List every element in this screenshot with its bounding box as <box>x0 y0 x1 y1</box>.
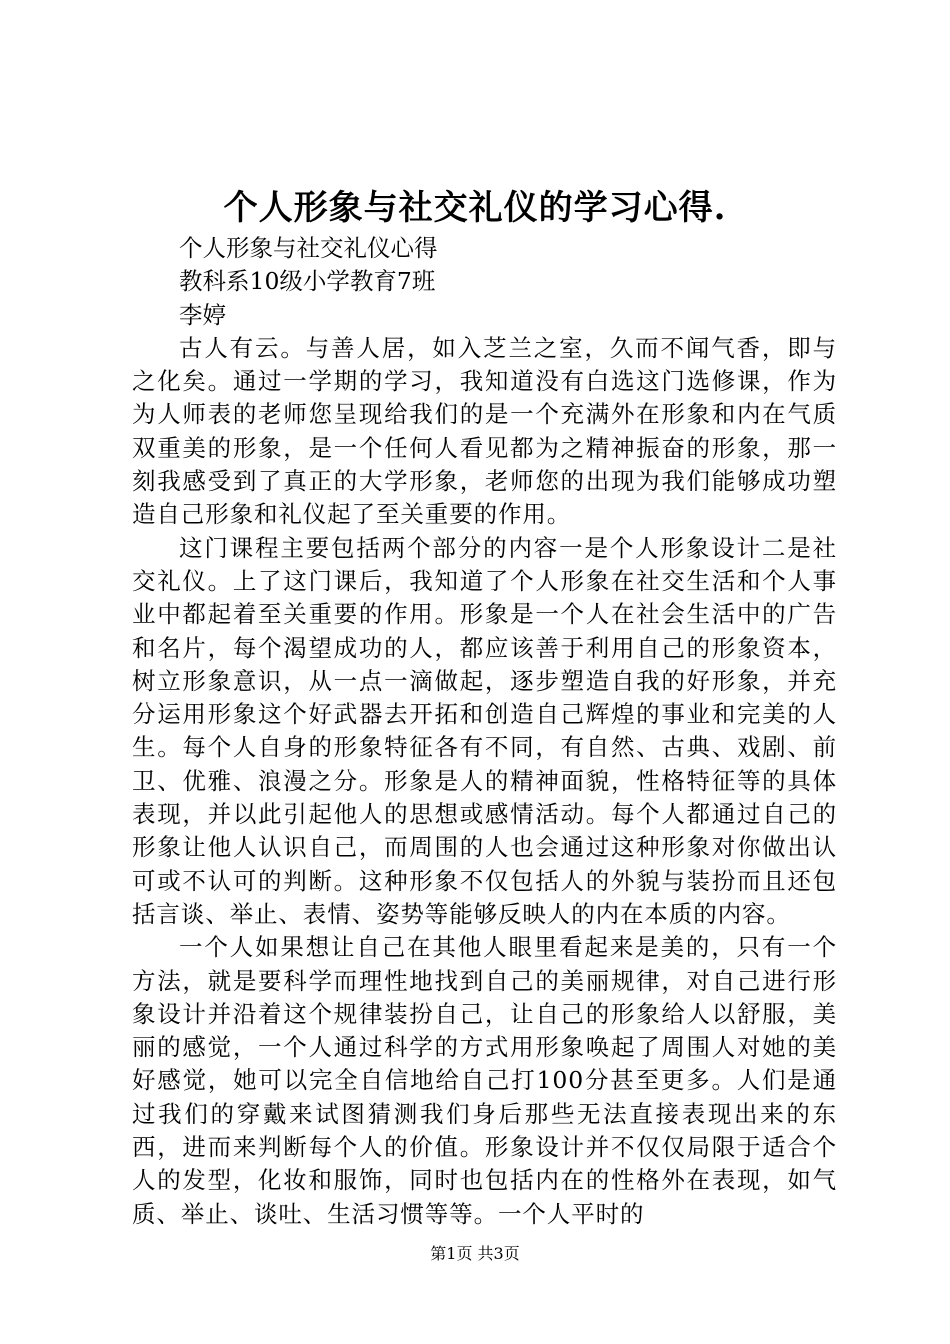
paragraph-2: 这门课程主要包括两个部分的内容一是个人形象设计二是社交礼仪。上了这门课后，我知道了个人形象在社交生活和个人事业中都起着至关重要的作用。形象是一个人在社会生活中的广告和名片，每个渴望成功的人，都应该善于利用自己的形象资本，树立形象意识，从一点一滴做起，逐步塑造自我的好形象，并充分运用形象这个好武器去开拓和创造自己辉煌的事业和完美的人生。每个人自身的形象特征各有不同，有自然、古典、戏剧、前卫、优雅、浪漫之分。形象是人的精神面貌，性格特征等的具体表现，并以此引起他人的思想或感情活动。每个人都通过自己的形象让他人认识自己，而周围的人也会通过这种形象对你做出认可或不认可的判断。这种形象不仅包括人的外貌与装扮而且还包括言谈、举止、表情、姿势等能够反映人的内在本质的内容。 <box>132 533 837 928</box>
paragraph-3: 一个人如果想让自己在其他人眼里看起来是美的，只有一个方法，就是要科学而理性地找到自己的美丽规律，对自己进行形象设计并沿着这个规律装扮自己，让自己的形象给人以舒服，美丽的感觉，一个人通过科学的方式用形象唤起了周围人对她的美好感觉，她可以完全自信地给自己打100分甚至更多。人们是通过我们的穿戴来试图猜测我们身后那些无法直接表现出来的东西，进而来判断每个人的价值。形象设计并不仅仅局限于适合个人的发型，化妆和服饰，同时也包括内在的性格外在表现，如气质、举止、谈吐、生活习惯等等。一个人平时的 <box>132 933 837 1228</box>
author-name: 李婷 <box>179 300 226 329</box>
document-body <box>132 232 837 1231</box>
document-subtitle: 个人形象与社交礼仪心得 <box>179 234 438 262</box>
document-title: 个人形象与社交礼仪的学习心得. <box>223 188 727 228</box>
paragraph-1: 古人有云。与善人居，如入芝兰之室，久而不闻气香，即与之化矣。通过一学期的学习，我知道没有白选这门选修课，作为为人师表的老师您呈现给我们的是一个充满外在形象和内在气质双重美的形象，是一个任何人看见都为之精神振奋的形象，那一刻我感受到了真正的大学形象，老师您的出现为我们能够成功塑造自己形象和礼仪起了至关重要的作用。 <box>132 333 837 529</box>
page-number-footer: 第1页 共3页 <box>430 1244 520 1263</box>
class-info: 教科系10级小学教育7班 <box>179 267 436 296</box>
